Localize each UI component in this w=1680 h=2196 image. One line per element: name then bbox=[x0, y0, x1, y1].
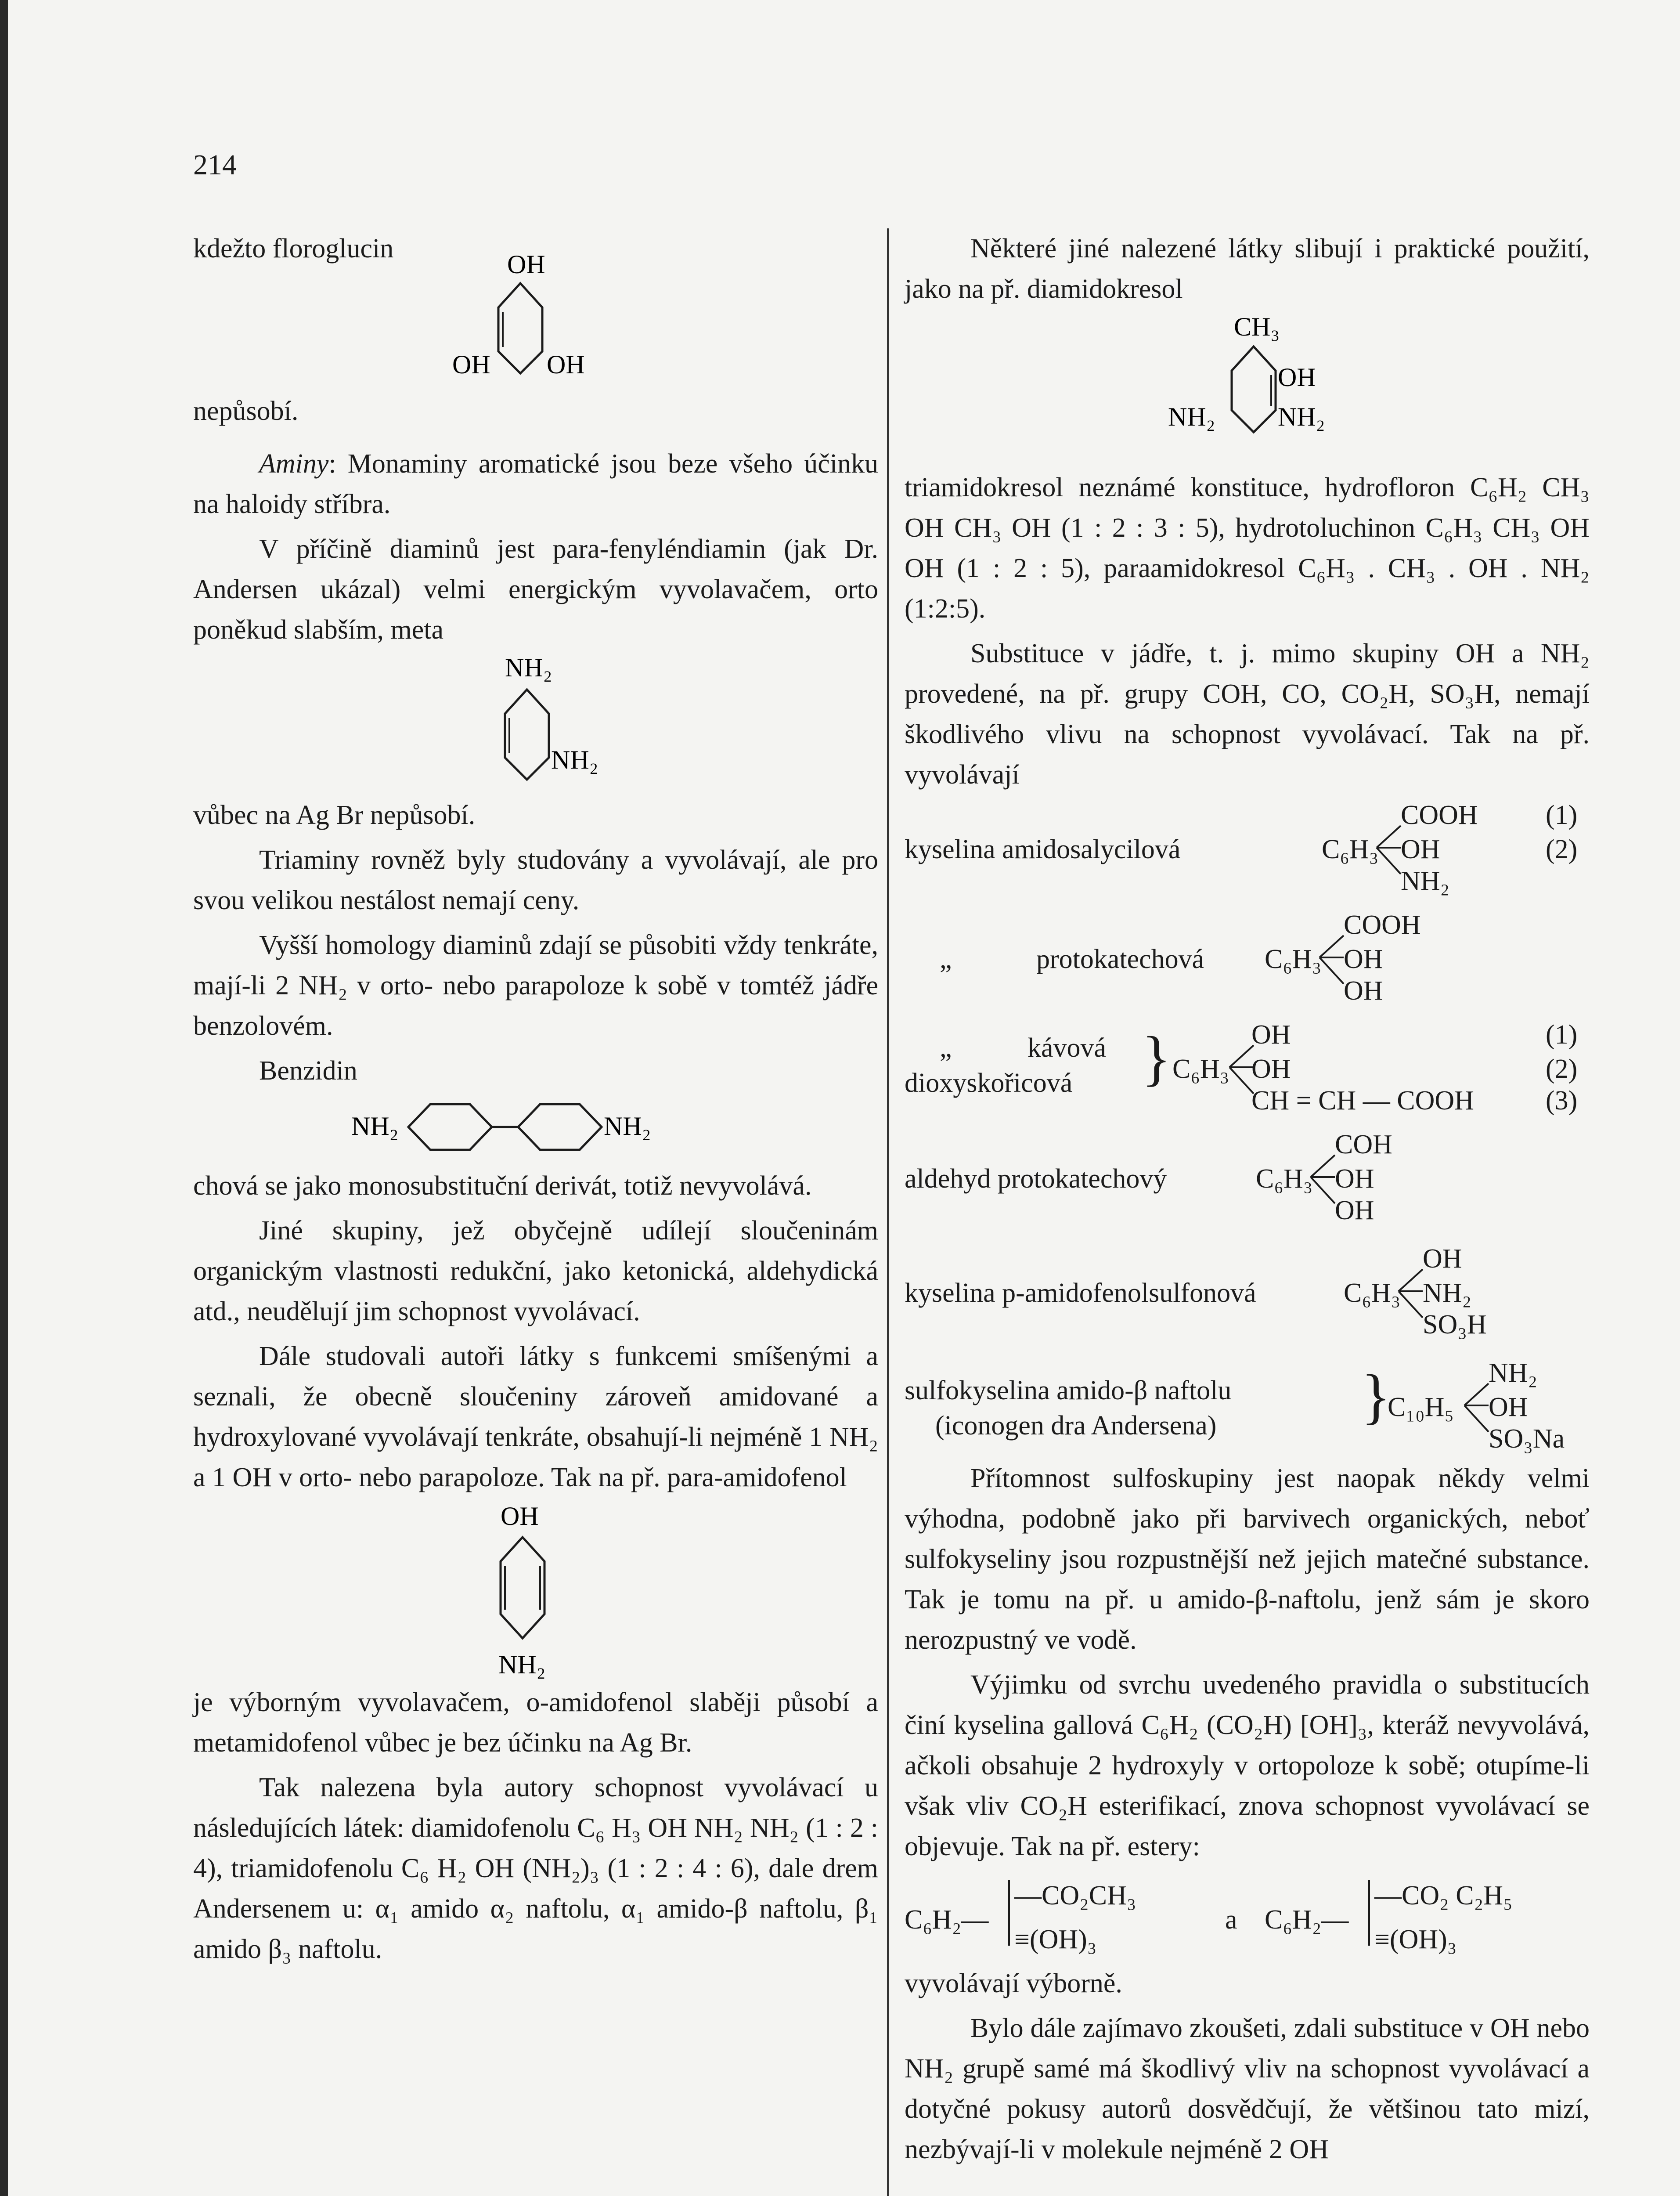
formula-name: protokatechová bbox=[1036, 944, 1204, 974]
formula-name: kyselina amidosalycilová bbox=[905, 834, 1181, 864]
formula-group: SO₃Na bbox=[1489, 1424, 1565, 1454]
formula-name: kyselina p-amidofenolsulfonová bbox=[905, 1278, 1256, 1308]
structure-label: NH₂ bbox=[351, 1112, 399, 1141]
paragraph: chová se jako monosubstituční derivát, totiž nevyvolává. bbox=[193, 1171, 812, 1201]
formula-amidosalycilova bbox=[905, 795, 1590, 900]
emphasis: Aminy bbox=[259, 449, 329, 479]
formula-group: —CO₂CH₃ bbox=[1014, 1881, 1136, 1911]
paragraph: Přítomnost sulfoskupiny jest naopak někdy velmi výhodna, podobně jako při barvivech organických, neboť sulfokyseliny jsou rozpustnější než jejich matečné substance. Tak je tomu na př. u amido-β-naftolu, jenž sám je skoro nerozpustný ve vodě. bbox=[905, 1463, 1590, 1655]
branch-lines bbox=[1462, 1362, 1493, 1449]
paragraph: vyvolávají výborně. bbox=[905, 1968, 1122, 1998]
branch-lines bbox=[1374, 804, 1405, 892]
formula-group: OH bbox=[1251, 1020, 1291, 1050]
paragraph-text: : Monaminy aromatické jsou beze všeho účinku na haloidy stříbra. bbox=[193, 449, 878, 519]
formula-aldehyd bbox=[905, 1124, 1590, 1230]
benzene-ring bbox=[518, 1104, 602, 1150]
paragraph: Tak nalezena byla autory schopnost vyvolávací u následujících látek: diamidofenolu C₆ H₃ OH NH₂ NH₂ (1 : 2 : 4), triamidofenolu C₆ H₂ OH (NH₂)₃ (1 : 2 : 4 : 6), dale drem Andersenem u: α₁ amido α₂ naftolu, α₁ amido-β naftolu, β₁ amido β₃ naftolu. bbox=[193, 1773, 879, 1964]
structure-label: OH bbox=[452, 350, 490, 379]
formula-core: C₆H₃ bbox=[1344, 1278, 1401, 1308]
formula-core: C₆H₂— bbox=[1265, 1905, 1349, 1935]
diamidokresol-structure bbox=[1142, 309, 1388, 467]
formula-position: (2) bbox=[1546, 834, 1578, 864]
structure-label: NH₂ bbox=[1278, 402, 1325, 431]
formula-amidofenolsulfonova bbox=[905, 1239, 1590, 1344]
formula-position: (3) bbox=[1546, 1086, 1578, 1116]
paragraph: triamidokresol neznámé konstituce, hydrofloron C₆H₂ CH₃ OH CH₃ OH (1 : 2 : 3 : 5), hydrotoluchinon C₆H₃ CH₃ OH OH (1 : 2 : 5), paraamidokresol C₆H₃ . CH₃ . OH . NH₂ (1:2:5). bbox=[905, 473, 1590, 624]
formula-name: dioxyskořicová bbox=[905, 1068, 1073, 1098]
formula-protokatechova bbox=[905, 905, 1590, 1010]
formula-group: SO₃H bbox=[1423, 1310, 1487, 1340]
floroglucin-structure bbox=[448, 246, 632, 430]
paragraph: Bylo dále zajímavo zkoušeti, zdali substituce v OH nebo NH₂ grupě samé má škodlivý vliv na schopnost vyvolávací a dotyčné pokusy autorů dosvědčují, že většinou tato mizí, nezbývají-li v molekule nejméně 2 OH bbox=[905, 2013, 1590, 2164]
formula-core: C₆H₃ bbox=[1265, 944, 1322, 974]
formula-core: C₆H₃ bbox=[1256, 1164, 1313, 1194]
benzene-ring bbox=[498, 283, 542, 373]
formula-group: OH bbox=[1401, 834, 1440, 864]
brace: } bbox=[1142, 1024, 1172, 1092]
benzene-ring bbox=[408, 1104, 492, 1150]
formula-name: aldehyd protokatechový bbox=[905, 1164, 1167, 1194]
benzidin-structure bbox=[351, 1091, 746, 1166]
formula-position: (2) bbox=[1546, 1054, 1578, 1084]
structure-label: NH₂ bbox=[551, 745, 598, 774]
paragraph: Některé jiné nalezené látky slibují i praktické použití, jako na př. diamidokresol bbox=[905, 234, 1590, 304]
paragraph: Dále studovali autoři látky s funkcemi smíšenými a seznali, že obecně sloučeniny zároveň amidované a hydroxylované vyvolávají tenkráte, obsahují-li nejméně 1 NH₂ a 1 OH v orto- nebo parapoloze. Tak na př. para-amidofenol bbox=[193, 1341, 878, 1492]
formula-core: C₆H₂— bbox=[905, 1905, 989, 1935]
column-divider bbox=[887, 228, 889, 2196]
structure-label: OH bbox=[547, 350, 585, 379]
bracket-line bbox=[1008, 1880, 1010, 1946]
ditto-mark: „ bbox=[940, 1033, 952, 1063]
formula-group: COOH bbox=[1401, 800, 1478, 830]
formula-kavova bbox=[905, 1015, 1590, 1120]
formula-group: COH bbox=[1335, 1130, 1392, 1159]
structure-label: NH₂ bbox=[498, 1650, 546, 1679]
bracket-line bbox=[1368, 1880, 1370, 1946]
paragraph: Benzidin bbox=[259, 1056, 357, 1086]
formula-group: OH bbox=[1344, 976, 1383, 1006]
benzene-ring bbox=[505, 690, 549, 780]
paragraph: V příčině diaminů jest para-fenyléndiamin (jak Dr. Andersen ukázal) velmi energickým vyvolavačem, orto poněkud slabším, meta bbox=[193, 534, 878, 645]
formula-group: COOH bbox=[1344, 910, 1421, 940]
structure-label: OH bbox=[501, 1502, 539, 1531]
left-column bbox=[193, 228, 878, 1969]
paragraph: je výborným vyvolavačem, o-amidofenol slaběji působí a metamidofenol vůbec je bez účinku na Ag Br. bbox=[193, 1687, 878, 1758]
benzene-ring bbox=[501, 1537, 544, 1638]
formula-group: OH bbox=[1489, 1392, 1528, 1422]
formula-group: NH₂ bbox=[1401, 866, 1450, 896]
formula-group: OH bbox=[1423, 1244, 1462, 1274]
paragraph: nepůsobí. bbox=[193, 396, 299, 426]
formula-name: sulfokyselina amido-β naftolu bbox=[905, 1376, 1232, 1405]
formula-group: OH bbox=[1344, 944, 1383, 974]
structure-label: CH₃ bbox=[1234, 312, 1280, 341]
page-number: 214 bbox=[193, 149, 237, 181]
paragraph: Jiné skupiny, jež obyčejně udílejí sloučeninám organickým vlastnosti redukční, jako ketonická, aldehydická atd., neudělují jim schopnost vyvolávací. bbox=[193, 1216, 878, 1326]
branch-lines bbox=[1309, 1133, 1339, 1221]
structure-label: OH bbox=[1278, 363, 1316, 392]
structure-label: NH₂ bbox=[604, 1112, 651, 1141]
formula-group: OH bbox=[1335, 1196, 1374, 1225]
branch-lines bbox=[1227, 1023, 1258, 1111]
formula-name: (iconogen dra Andersena) bbox=[935, 1411, 1217, 1441]
conjunction: a bbox=[1225, 1905, 1237, 1935]
formula-core: C₁₀H₅ bbox=[1388, 1392, 1454, 1422]
branch-lines bbox=[1317, 914, 1348, 1001]
structure-label: NH₂ bbox=[505, 653, 552, 682]
formula-position: (1) bbox=[1546, 1020, 1578, 1050]
right-column bbox=[905, 228, 1590, 2170]
paragraph bbox=[193, 444, 878, 524]
formula-group: ≡(OH)₃ bbox=[1014, 1925, 1097, 1954]
formula-group: OH bbox=[1251, 1054, 1291, 1084]
formula-group: NH₂ bbox=[1423, 1278, 1472, 1308]
formula-core: C₆H₃ bbox=[1172, 1054, 1229, 1084]
paragraph: Vyšší homology diaminů zdají se působiti vždy tenkráte, mají-li 2 NH₂ v orto- nebo parapoloze k sobě v tomtéž jádře benzolovém. bbox=[193, 930, 878, 1041]
para-amidofenol-structure bbox=[457, 1498, 588, 1682]
branch-lines bbox=[1396, 1247, 1427, 1335]
paragraph: vůbec na Ag Br nepůsobí. bbox=[193, 800, 476, 830]
ditto-mark: „ bbox=[940, 944, 952, 974]
formula-group: —CO₂ C₂H₅ bbox=[1374, 1881, 1513, 1911]
formula-group: CH = CH — COOH bbox=[1251, 1086, 1474, 1116]
paragraph: kdežto floroglucin bbox=[193, 234, 394, 264]
paragraph: Substituce v jádře, t. j. mimo skupiny OH a NH₂ provedené, na př. grupy COH, CO, CO₂H, SO₃H, nemají škodlivého vlivu na schopnost vyvolávací. Tak na př. vyvolávají bbox=[905, 639, 1590, 790]
formula-group: NH₂ bbox=[1489, 1358, 1538, 1388]
esters-formula bbox=[905, 1875, 1590, 1963]
paragraph: Výjimku od svrchu uvedeného pravidla o substitucích činí kyselina gallová C₆H₂ (CO₂H) [OH]₃, kteráž nevyvolává, ačkoli obsahuje 2 hydroxyly v ortopoloze k sobě; otupíme-li však vliv CO₂H esterifikací, znova schopnost vyvolávací se objevuje. Tak na př. estery: bbox=[905, 1670, 1590, 1861]
structure-label: OH bbox=[507, 250, 545, 279]
formula-position: (1) bbox=[1546, 800, 1578, 830]
formula-group: ≡(OH)₃ bbox=[1374, 1925, 1457, 1954]
structure-label: NH₂ bbox=[1168, 402, 1215, 431]
paragraph: Triaminy rovněž byly studovány a vyvolávají, ale pro svou velikou nestálost nemají ceny. bbox=[193, 845, 878, 915]
formula-core: C₆H₃ bbox=[1322, 834, 1379, 864]
brace: } bbox=[1361, 1362, 1391, 1430]
formula-group: OH bbox=[1335, 1164, 1374, 1194]
formula-name: kávová bbox=[1027, 1033, 1107, 1063]
floroglucin-block bbox=[193, 228, 878, 435]
formula-iconogen bbox=[905, 1353, 1590, 1458]
meta-diamine-structure bbox=[461, 650, 645, 795]
benzene-ring bbox=[1232, 347, 1276, 432]
